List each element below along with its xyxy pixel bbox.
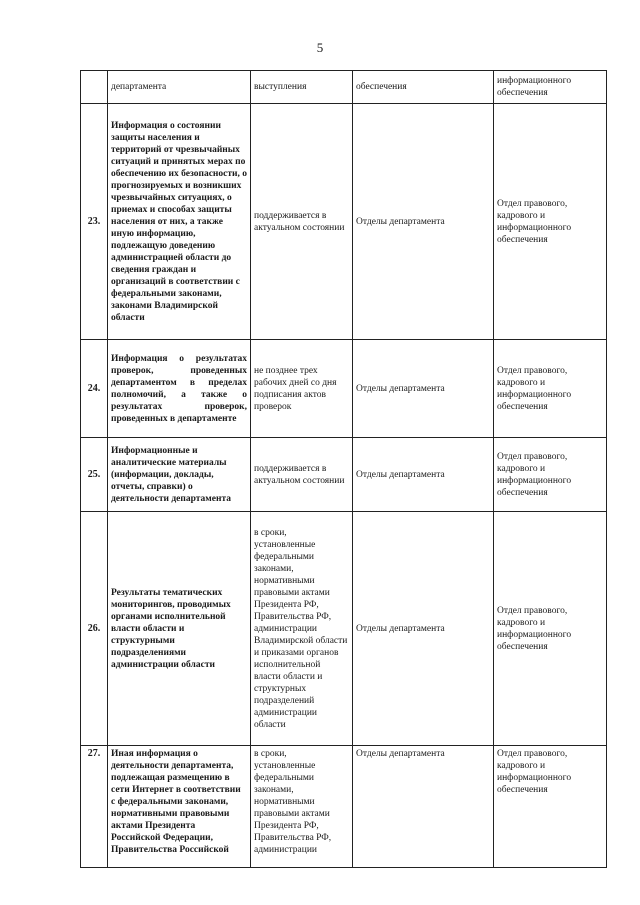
row-department: Отдел правового, кадрового и информационного обеспечения [494,340,607,438]
row-number: 26. [81,512,108,746]
header-cell-period: выступления [251,71,353,104]
row-period: не позднее трех рабочих дней со дня подписания актов проверок [251,340,353,438]
row-department: Отдел правового, кадрового и информационного обеспечения [494,746,607,868]
table-row [81,104,607,340]
table-row [81,438,607,512]
header-cell-info-support: информационного обеспечения [494,71,607,104]
table-row [81,746,607,868]
row-description: Иная информация о деятельности департамента, подлежащая размещению в сети Интернет в соответствии с федеральными законами, нормативными правовыми актами Президента Российской Федерации, Правительства Российской [108,746,251,868]
row-responsible: Отделы департамента [353,746,494,868]
info-table [80,70,607,868]
row-description: Информационные и аналитические материалы (информации, доклады, отчеты, справки) о деятельности департамента [108,438,251,512]
page-number: 5 [316,40,324,55]
row-description: Результаты тематических мониторингов, проводимых органами исполнительной власти области и структурными подразделениями администрации области [108,512,251,746]
header-cell-num [81,71,108,104]
row-responsible: Отделы департамента [353,438,494,512]
row-number: 24. [81,340,108,438]
header-cell-responsible: обеспечения [353,71,494,104]
row-description: Информация о состоянии защиты населения и территорий от чрезвычайных ситуаций и принятых мерах по обеспечению их безопасности, о прогнозируемых и возникших чрезвычайных ситуациях, о приемах и способах защиты населения от них, а также иную информацию, подлежащую доведению администрацией области до сведения граждан и организаций в соответствии с федеральными законами, законами Владимирской области [108,104,251,340]
row-number: 25. [81,438,108,512]
table-row [81,340,607,438]
row-department: Отдел правового, кадрового и информационного обеспечения [494,438,607,512]
header-cell-department: департамента [108,71,251,104]
row-description: Информация о результатах проверок, проведенных департаментом в пределах полномочий, а также о результатах проверок, проведенных в департаменте [108,340,251,438]
row-department: Отдел правового, кадрового и информационного обеспечения [494,512,607,746]
row-responsible: Отделы департамента [353,512,494,746]
row-responsible: Отделы департамента [353,104,494,340]
row-department: Отдел правового, кадрового и информационного обеспечения [494,104,607,340]
row-number: 27. [81,746,108,868]
row-period: поддерживается в актуальном состоянии [251,438,353,512]
header-row [81,71,607,104]
row-period: в сроки, установленные федеральными законами, нормативными правовыми актами Президента РФ, Правительства РФ, администрации Владимирской области и приказами органов исполнительной власти области и структурных подразделений администрации области [251,512,353,746]
row-period: в сроки, установленные федеральными законами, нормативными правовыми актами Президента РФ, Правительства РФ, администрации [251,746,353,868]
row-period: поддерживается в актуальном состоянии [251,104,353,340]
row-number: 23. [81,104,108,340]
table-row [81,512,607,746]
row-responsible: Отделы департамента [353,340,494,438]
